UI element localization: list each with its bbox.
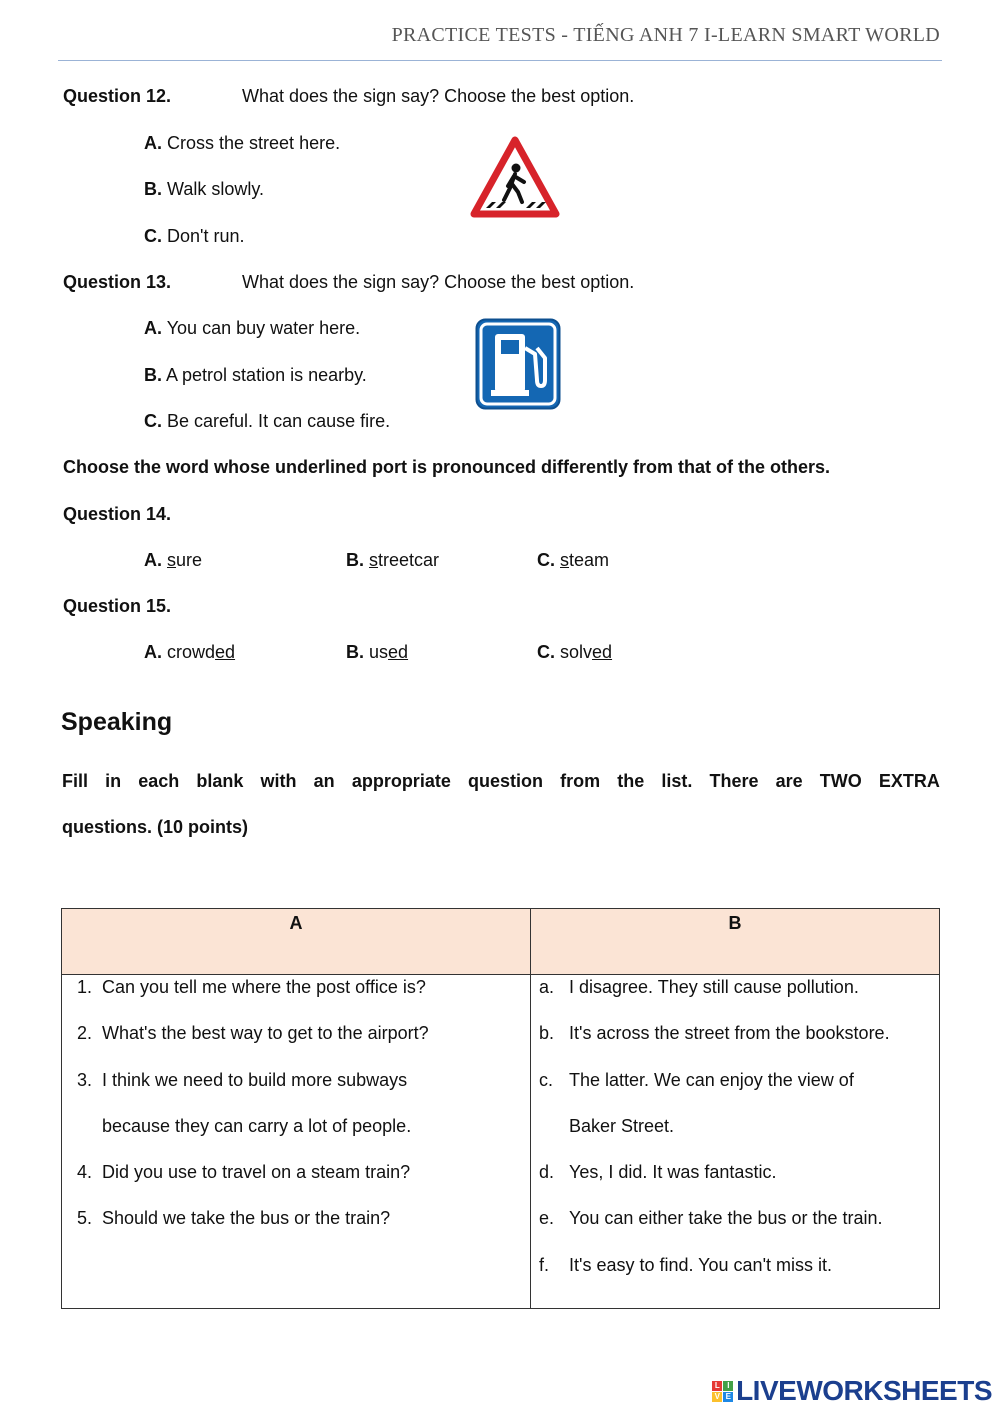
answer-list — [531, 975, 939, 1299]
question-13-option-c[interactable]: C. Be careful. It can cause fire. — [144, 411, 391, 431]
list-item: because they can carry a lot of people. — [102, 1115, 412, 1136]
question-13-option-a[interactable]: A. You can buy water here. — [144, 318, 361, 338]
question-14-option-c[interactable]: C. steam — [537, 550, 610, 570]
question-15-option-a[interactable]: A. crowded — [144, 642, 236, 662]
question-list — [62, 975, 530, 1253]
list-item[interactable]: d. Yes, I did. It was fantastic. — [539, 1162, 777, 1183]
question-12-option-a[interactable]: A. Cross the street here. — [144, 133, 341, 153]
list-item[interactable]: f. It's easy to find. You can't miss it. — [539, 1254, 833, 1275]
question-15-option-c[interactable]: C. solved — [537, 642, 613, 662]
speaking-section-title: Speaking — [61, 708, 173, 736]
question-12-option-c[interactable]: C. Don't run. — [144, 226, 245, 246]
list-item: Baker Street. — [569, 1115, 675, 1136]
matching-table — [61, 908, 940, 1309]
pronunciation-instruction: Choose the word whose underlined port is pronounced differently from that of the others. — [63, 457, 831, 477]
pedestrian-crossing-sign-icon — [470, 136, 560, 218]
speaking-instruction-line-1: Fill in each blank with an appropriate question from the list. There are TWO EXTRA — [62, 771, 940, 791]
list-item[interactable]: 2. What's the best way to get to the airport? — [76, 1023, 429, 1044]
list-item[interactable]: 3. I think we need to build more subways — [76, 1069, 408, 1090]
list-item[interactable]: e. You can either take the bus or the train. — [539, 1208, 883, 1229]
question-13-option-b[interactable]: B. A petrol station is nearby. — [144, 365, 367, 385]
speaking-instruction-line-2: questions. (10 points) — [62, 817, 249, 837]
page-header: PRACTICE TESTS - TIẾNG ANH 7 I-LEARN SMART WORLD — [391, 24, 940, 46]
table-header-a: A — [62, 909, 531, 975]
question-13-label: Question 13. — [63, 272, 172, 292]
column-b-cell — [531, 975, 940, 1309]
question-14-option-b[interactable]: B. streetcar — [346, 550, 440, 570]
list-item[interactable]: 4. Did you use to travel on a steam train? — [76, 1162, 411, 1183]
question-15-label: Question 15. — [63, 596, 172, 616]
question-14-option-a[interactable]: A. sure — [144, 550, 203, 570]
table-header-b: B — [531, 909, 940, 975]
list-item[interactable]: a. I disagree. They still cause pollution. — [539, 977, 859, 997]
list-item[interactable]: c. The latter. We can enjoy the view of — [539, 1069, 854, 1090]
liveworksheets-logo-icon: L I V E — [712, 1381, 733, 1402]
header-divider — [58, 60, 942, 61]
liveworksheets-logo[interactable] — [712, 1375, 992, 1407]
question-12-label: Question 12. — [63, 86, 172, 106]
question-15-option-b[interactable]: B. used — [346, 642, 409, 662]
column-a-cell — [62, 975, 531, 1309]
liveworksheets-logo-text: LIVEWORKSHEETS — [736, 1375, 992, 1406]
question-14-label: Question 14. — [63, 504, 172, 524]
list-item[interactable]: b. It's across the street from the bookstore. — [539, 1023, 890, 1044]
list-item[interactable]: 5. Should we take the bus or the train? — [76, 1208, 391, 1229]
petrol-station-sign-icon — [475, 318, 561, 410]
question-13-prompt: What does the sign say? Choose the best option. — [242, 272, 635, 292]
question-12-prompt: What does the sign say? Choose the best option. — [242, 86, 635, 106]
question-12-option-b[interactable]: B. Walk slowly. — [144, 179, 265, 199]
list-item[interactable]: 1. Can you tell me where the post office is? — [76, 977, 426, 997]
